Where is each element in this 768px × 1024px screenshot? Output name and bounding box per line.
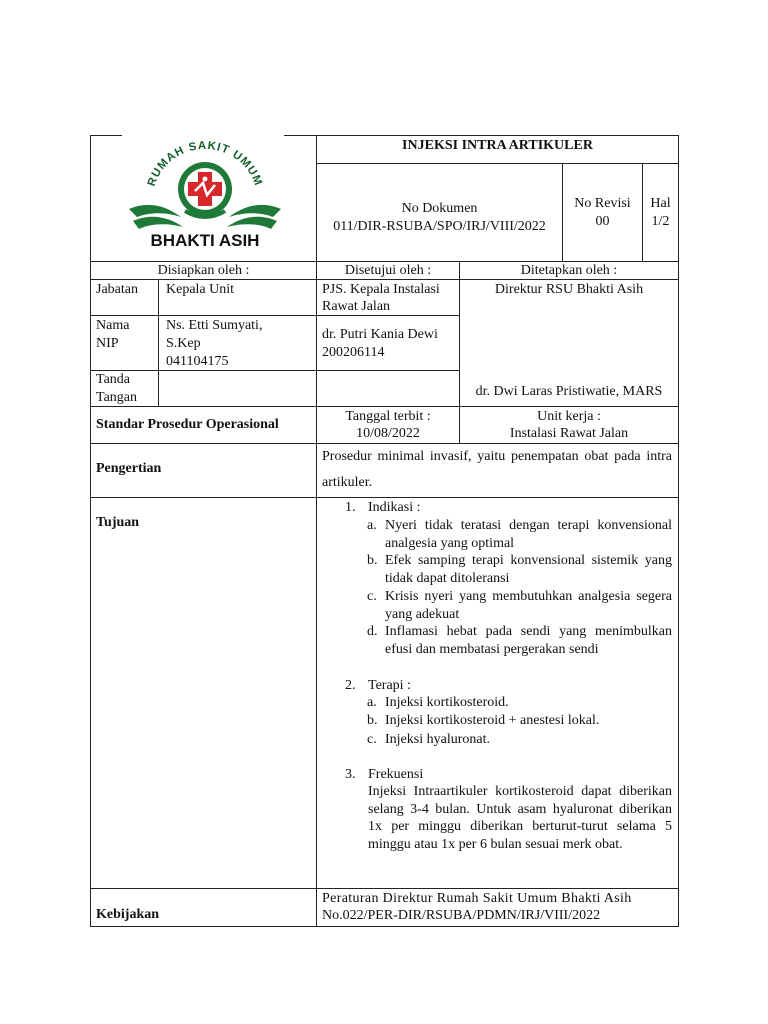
sub-item-text: Injeksi kortikosteroid + anestesi lokal. [385, 713, 600, 728]
nama-value-line2: S.Kep [166, 336, 201, 351]
sub-item-text: Efek samping terapi konvensional sistemik yang tidak dapat ditoleransi [385, 553, 672, 586]
purpose-item-number: 2. [345, 678, 356, 693]
spo-label: Standar Prosedur Operasional [96, 417, 279, 432]
hospital-logo [125, 139, 285, 251]
revision-label: No Revisi [574, 196, 631, 211]
doc-number-label: No Dokumen [401, 201, 478, 216]
sub-item-letter: c. [367, 589, 377, 604]
purpose-label-cell [90, 497, 317, 889]
doc-number-value: 011/DIR-RSUBA/SPO/IRJ/VIII/2022 [333, 219, 546, 234]
sub-item-text: Inflamasi hebat pada sendi yang menimbulkan efusi dan membatasi pergerakan sendi [385, 624, 672, 657]
work-unit-value: Instalasi Rawat Jalan [509, 426, 629, 441]
jabatan-label: Jabatan [96, 282, 138, 297]
establisher-name: dr. Dwi Laras Pristiwatie, MARS [475, 384, 663, 399]
sub-item-letter: d. [367, 624, 378, 639]
approved-by-label: Disetujui oleh : [344, 263, 432, 278]
logo-arc-text: RUMAH SAKIT UMUM [145, 139, 265, 188]
approver-position-line2: Rawat Jalan [322, 299, 391, 314]
nip-value: 041104175 [166, 354, 229, 369]
sub-item-text: Krisis nyeri yang membutuhkan analgesia segera yang adekuat [385, 589, 672, 622]
purpose-item-number: 1. [345, 500, 356, 515]
work-unit-label: Unit kerja : [537, 409, 601, 424]
sub-item-letter: c. [367, 732, 377, 747]
established-by-label: Ditetapkan oleh : [520, 263, 618, 278]
page-label: Hal [650, 196, 671, 211]
frequency-paragraph: Injeksi Intraartikuler kortikosteroid dapat diberikan selang 3-4 bulan. Untuk asam hyaluronat diberikan 1x per minggu diberikan berturut-turut selama 5 minggu atau 1x per 6 bulan sesuai merk obat. [368, 784, 672, 852]
approver-signature-cell [316, 370, 460, 407]
prepared-by-label: Disiapkan oleh : [157, 263, 250, 278]
sub-item-letter: b. [367, 553, 378, 568]
purpose-label: Tujuan [96, 515, 140, 530]
purpose-item-title: Terapi : [368, 678, 411, 693]
sub-item-text: Nyeri tidak teratasi dengan terapi konvensional analgesia yang optimal [385, 518, 672, 551]
issue-date-value: 10/08/2022 [356, 426, 420, 441]
logo-top-rule [122, 134, 284, 137]
approver-nip: 200206114 [322, 345, 385, 360]
sub-item-letter: a. [367, 518, 377, 533]
tanda-value-cell [158, 370, 317, 407]
establisher-position: Direktur RSU Bhakti Asih [494, 282, 644, 297]
nip-label: NIP [96, 336, 119, 351]
policy-line1: Peraturan Direktur Rumah Sakit Umum Bhakti Asih [322, 891, 632, 906]
document-title: INJEKSI INTRA ARTIKULER [402, 138, 593, 153]
definition-label: Pengertian [96, 461, 162, 476]
policy-line2: No.022/PER-DIR/RSUBA/PDMN/IRJ/VIII/2022 [322, 908, 601, 923]
tanda-label-line2: Tangan [96, 390, 138, 405]
purpose-item-title: Frekuensi [368, 767, 424, 782]
sub-item-letter: a. [367, 695, 377, 710]
nama-label: Nama [96, 318, 130, 333]
purpose-item-title: Indikasi : [368, 500, 421, 515]
jabatan-value: Kepala Unit [166, 282, 235, 297]
hospital-logo-icon [125, 139, 285, 251]
sub-item-text: Injeksi hyaluronat. [385, 732, 490, 747]
revision-value: 00 [595, 214, 610, 229]
tanda-label-line1: Tanda [96, 372, 131, 387]
issue-date-label: Tanggal terbit : [345, 409, 431, 424]
sub-item-text: Injeksi kortikosteroid. [385, 695, 509, 710]
approver-position-line1: PJS. Kepala Instalasi [322, 282, 440, 297]
definition-text: Prosedur minimal invasif, yaitu penempatan obat pada intra artikuler. [322, 449, 672, 490]
sub-item-letter: b. [367, 713, 378, 728]
nama-value-line1: Ns. Etti Sumyati, [166, 318, 263, 333]
logo-name: BHAKTI ASIH [150, 231, 260, 250]
policy-label: Kebijakan [96, 907, 160, 922]
approver-name: dr. Putri Kania Dewi [322, 327, 438, 342]
purpose-item-number: 3. [345, 767, 356, 782]
page-value: 1/2 [651, 214, 670, 229]
